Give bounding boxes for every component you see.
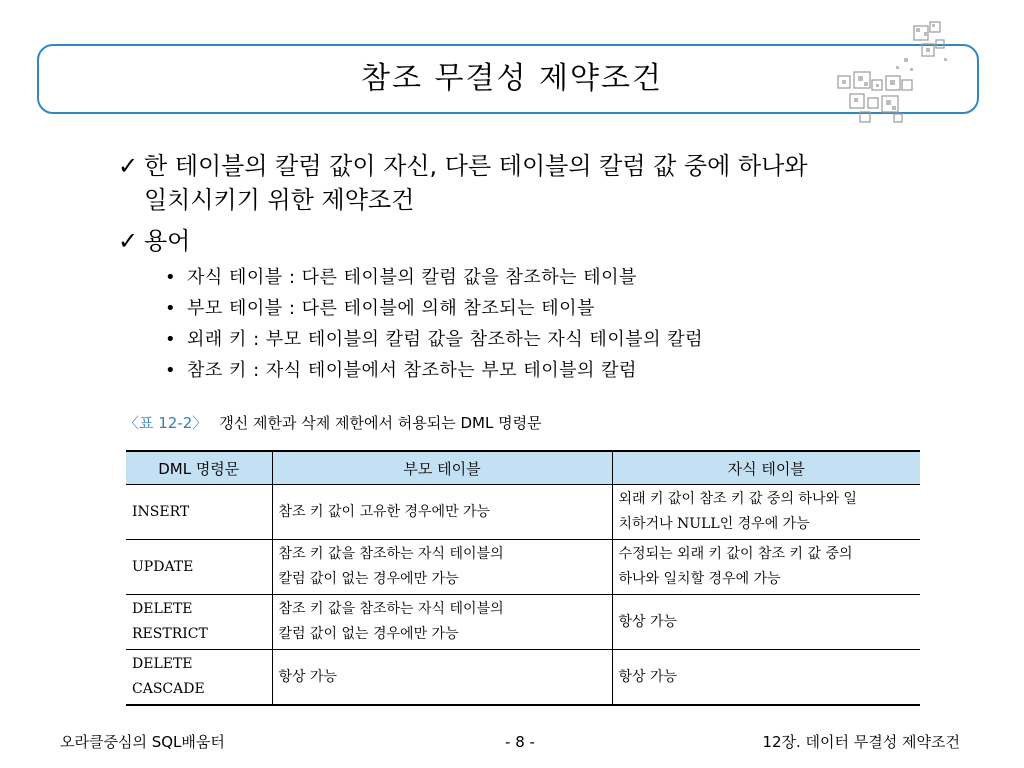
cell-child: 항상 가능 — [612, 595, 920, 650]
header-parent-table: 부모 테이블 — [272, 451, 612, 485]
decorative-pixel-art-icon — [832, 18, 952, 126]
header-child-table: 자식 테이블 — [612, 451, 920, 485]
table-caption-text: 갱신 제한과 삭제 제한에서 허용되는 DML 명령문 — [219, 414, 542, 432]
bullet-definition — [118, 149, 808, 217]
bullet-terms — [118, 224, 190, 258]
term-item-child-table: • 자식 테이블 : 다른 테이블의 칼럼 값을 참조하는 테이블 — [165, 262, 703, 293]
cell-child: 수정되는 외래 키 값이 참조 키 값 중의 하나와 일치할 경우에 가능 — [612, 540, 920, 595]
dml-table — [126, 450, 920, 706]
cell-command: DELETE CASCADE — [126, 650, 272, 706]
term-item-reference-key: • 참조 키 : 자식 테이블에서 참조하는 부모 테이블의 칼럼 — [165, 355, 703, 386]
slide-title: 참조 무결성 제약조건 — [361, 61, 663, 96]
bullet-definition-line-2: 일치시키기 위한 제약조건 — [144, 186, 415, 214]
cell-parent: 참조 키 값을 참조하는 자식 테이블의 칼럼 값이 없는 경우에만 가능 — [272, 540, 612, 595]
table-row-delete-restrict — [126, 595, 920, 650]
cell-command: UPDATE — [126, 540, 272, 595]
table-row-insert — [126, 485, 920, 540]
table-row-update — [126, 540, 920, 595]
cell-command: DELETE RESTRICT — [126, 595, 272, 650]
table-header-row — [126, 451, 920, 485]
check-icon: ✓ — [118, 227, 139, 255]
footer-chapter-title: 12장. 데이터 무결성 제약조건 — [762, 733, 960, 751]
header-dml-command: DML 명령문 — [126, 451, 272, 485]
term-list — [165, 262, 703, 386]
bullet-terms-label: 용어 — [144, 227, 191, 255]
term-item-parent-table: • 부모 테이블 : 다른 테이블에 의해 참조되는 테이블 — [165, 293, 703, 324]
table-caption-number: 〈표 12-2〉 — [124, 414, 208, 432]
cell-parent: 항상 가능 — [272, 650, 612, 706]
cell-child: 항상 가능 — [612, 650, 920, 706]
footer-page-number: - 8 - — [505, 733, 535, 751]
cell-parent: 참조 키 값을 참조하는 자식 테이블의 칼럼 값이 없는 경우에만 가능 — [272, 595, 612, 650]
check-icon: ✓ — [118, 152, 139, 180]
table-row-delete-cascade — [126, 650, 920, 706]
footer-book-title: 오라클중심의 SQL배움터 — [60, 733, 225, 751]
cell-parent: 참조 키 값이 고유한 경우에만 가능 — [272, 485, 612, 540]
term-item-foreign-key: • 외래 키 : 부모 테이블의 칼럼 값을 참조하는 자식 테이블의 칼럼 — [165, 324, 703, 355]
bullet-definition-line-1: 한 테이블의 칼럼 값이 자신, 다른 테이블의 칼럼 값 중에 하나와 — [144, 152, 808, 180]
table-caption — [124, 413, 542, 433]
cell-child: 외래 키 값이 참조 키 값 중의 하나와 일 치하거나 NULL인 경우에 가능 — [612, 485, 920, 540]
cell-command: INSERT — [126, 485, 272, 540]
